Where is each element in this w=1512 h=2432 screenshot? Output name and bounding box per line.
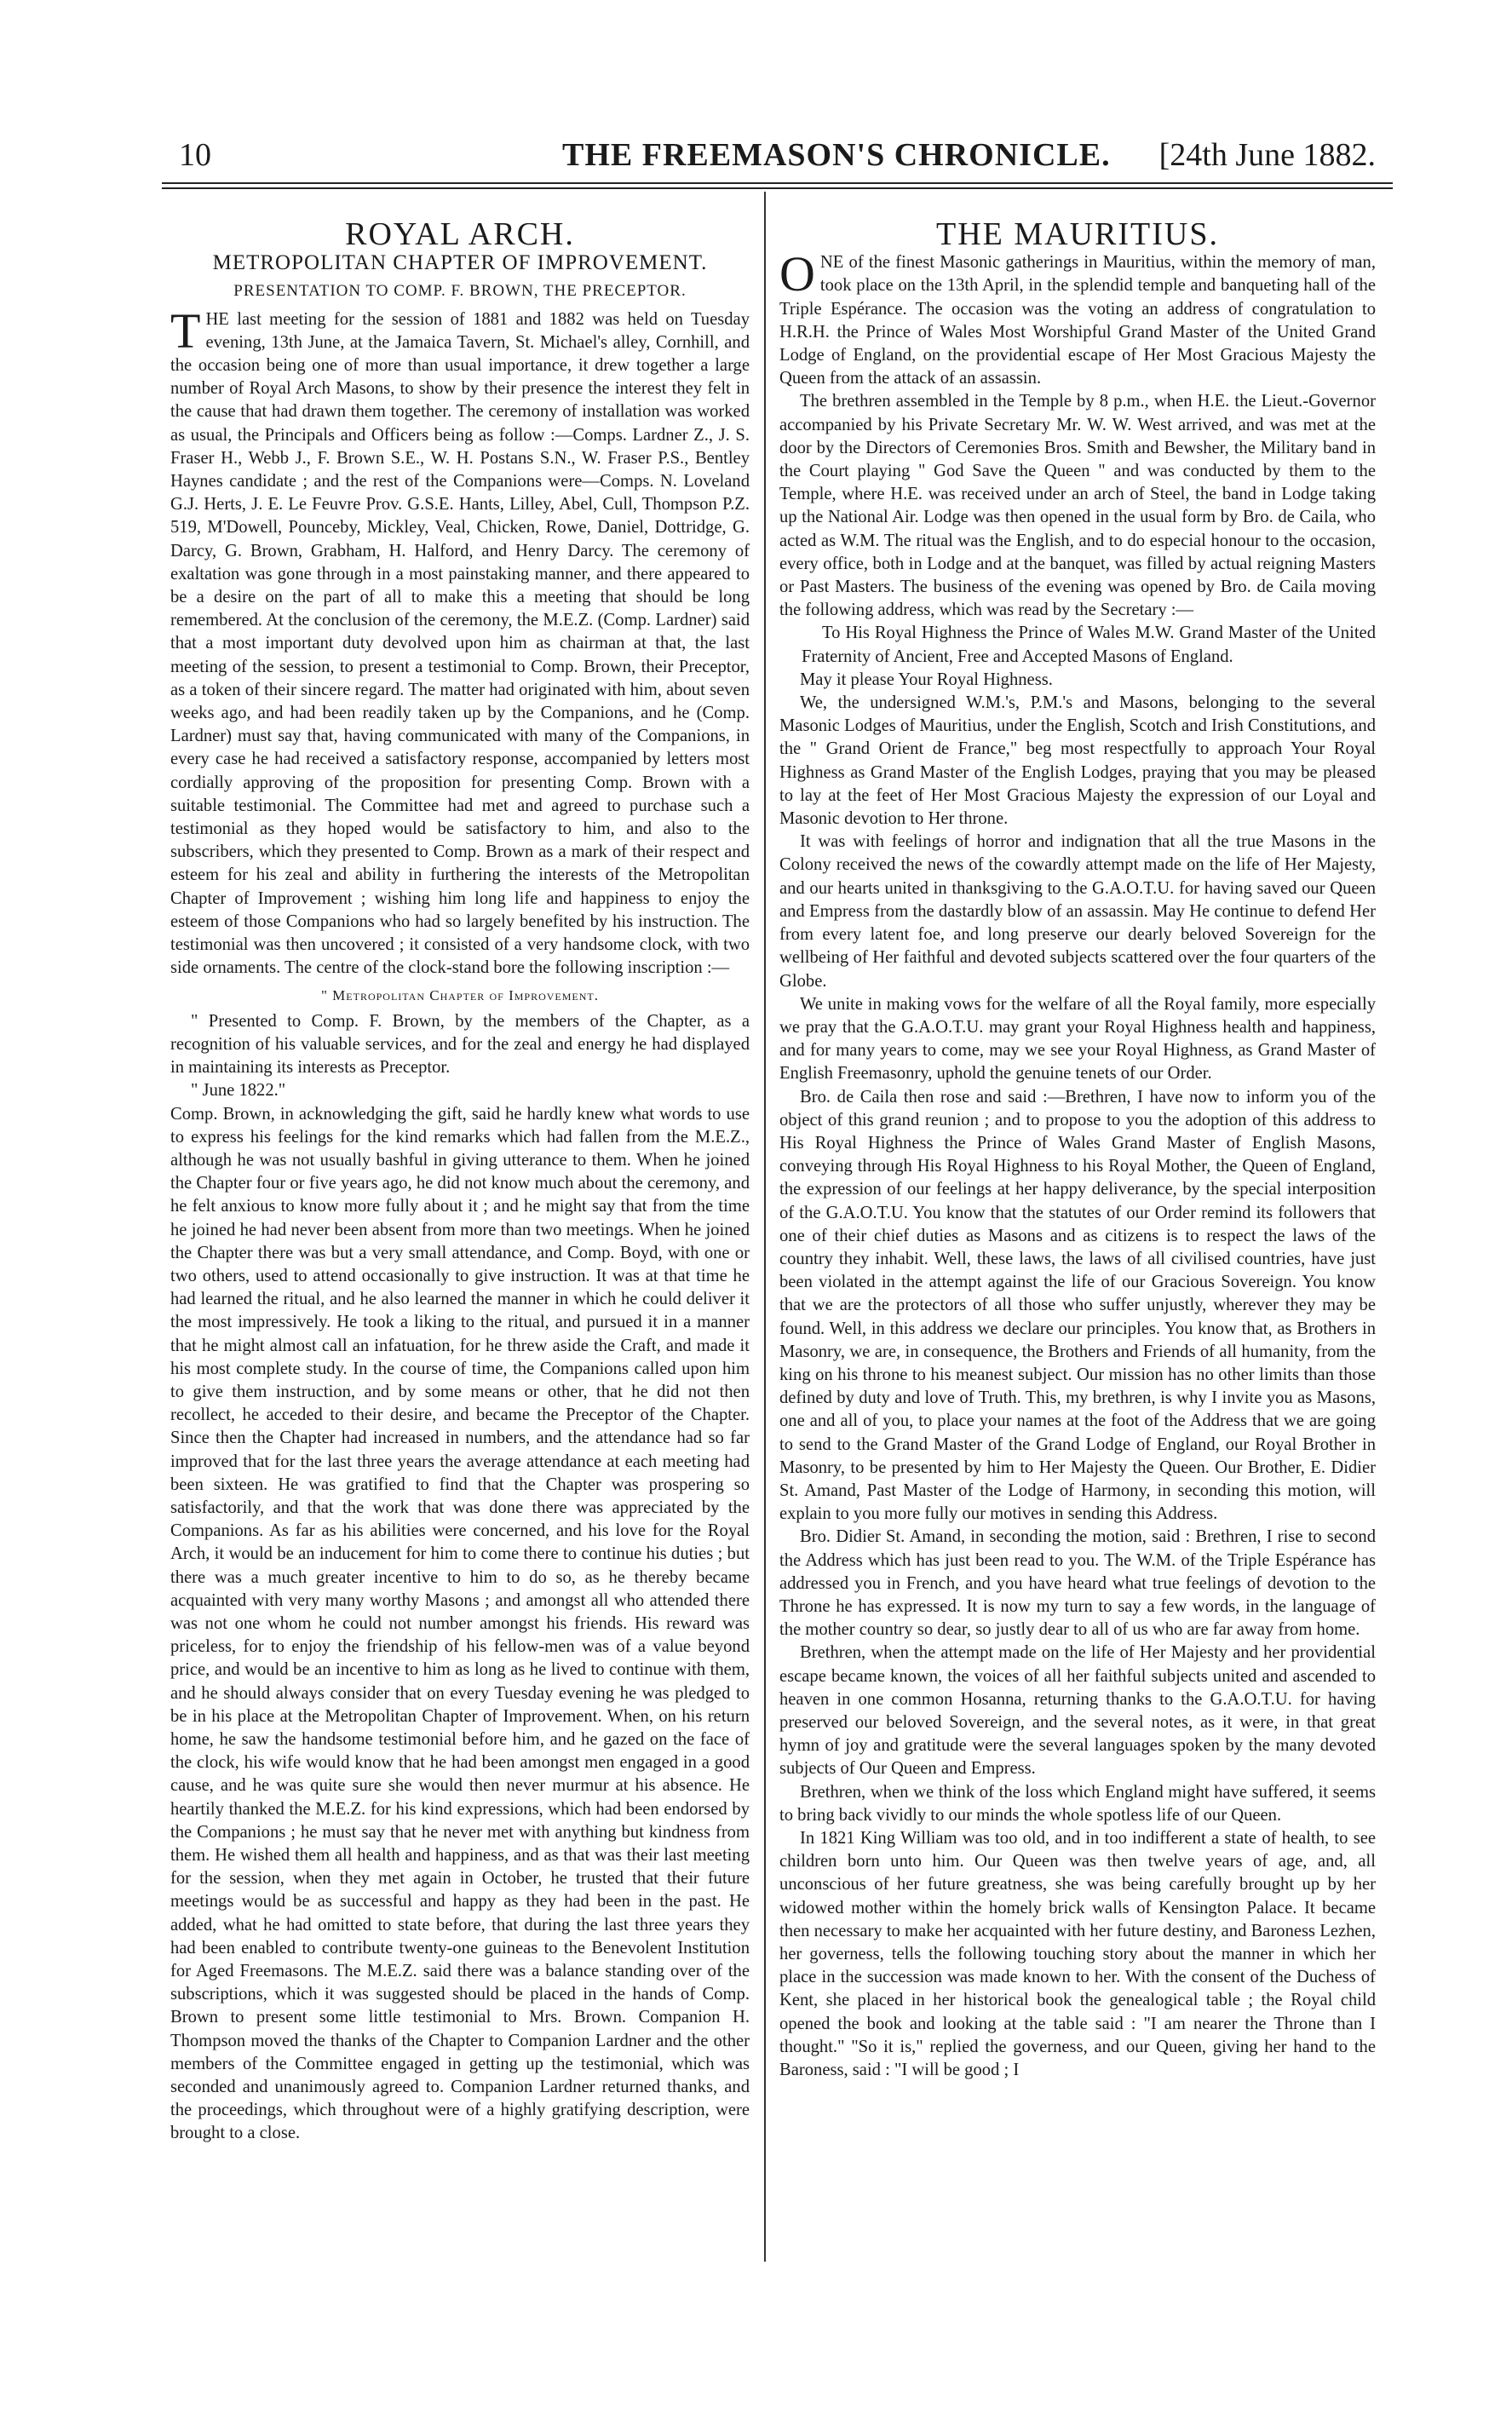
article-paragraph: In 1821 King William was too old, and in too indifferent a state of health, to see children born unto him. Our Queen was then twelve years of age, and, all unconscious of her future greatness, she was being carefully brought up by her widowed mother within the homely brick walls of Kensington Palace. It became then necessary to make her acquainted with her future destiny, and Baroness Lezhen, her governess, tells the following touching story about the manner in which her place in the succession was made known to her. With the consent of the Duchess of Kent, she placed in her historical book the genealogical table ; the Royal child opened the book and looking at the table said : "I am nearer the Throne than I thought." "So it is," replied the governess, and our Queen, giving her hand to the Baroness, said : "I will be good ; I — [779, 1829, 1376, 2080]
inscription-date: " June 1822." — [191, 1081, 286, 1101]
article-paragraph: The brethren assembled in the Temple by 8 p.m., when H.E. the Lieut.-Governor accompanied by his Private Secretary Mr. W. W. West arrived, and was met at the door by the Directors of Ceremonies Bros. Smith and Bewsher, the Military band in the Court playing " God Save the Queen " and was conducted by them to the Temple, where H.E. was received under an arch of Steel, the band in Lodge taking up the National Air. Lodge was then opened in the usual form by Bro. de Caila, who acted as W.M. The ritual was the English, and to do especial honour to the occasion, every office, both in Lodge and at the banquet, was filled by actual reigning Masters or Past Masters. The business of the evening was opened by Bro. de Caila moving the following address, which was read by the Secretary :— — [779, 392, 1376, 620]
header-rule-top — [162, 182, 1393, 184]
article-paragraph: We unite in making vows for the welfare of all the Royal family, more especially we pray that the G.A.O.T.U. may grant your Royal Highness health and happiness, and for many years to come, may we see your Royal Highness, as Grand Master of English Freemasonry, uphold the genuine tenets of our Order. — [779, 994, 1376, 1084]
inscription-title: " Metropolitan Chapter of Improvement. — [320, 986, 600, 1003]
drop-cap: O — [779, 246, 815, 302]
article-paragraph: Brethren, when we think of the loss which England might have suffered, it seems to bring back vividly to our minds the whole spotless life of our Queen. — [779, 1782, 1376, 1825]
mauritius-column — [779, 223, 1376, 2259]
article-subheading: METROPOLITAN CHAPTER OF IMPROVEMENT. — [212, 251, 708, 275]
article-subheading-secondary: PRESENTATION TO COMP. F. BROWN, THE PRECEPTOR. — [233, 282, 687, 301]
section-heading-mauritius: THE MAURITIUS. — [936, 223, 1219, 252]
drop-cap: T — [170, 302, 201, 359]
article-paragraph: Comp. Brown, in acknowledging the gift, said he hardly knew what words to use to express his feelings for the kind remarks which had fallen from the M.E.Z., although he was not usually bashful in giving utterance to them. When he joined the Chapter four or five years ago, he did not know much about the ceremony, and he felt anxious to know more fully about it ; and he might say that from the time he joined he had never been absent from more than two meetings. When he joined the Chapter there was but a very small attendance, and Comp. Boyd, with one or two others, used to attend occasionally to give instruction. It was at that time he had learned the ritual, and he also learned the manner in which he could deliver it the most impressively. He took a liking to the ritual, and pursued it in a manner that he might almost call an infatuation, for he threw aside the Craft, and made it his most complete study. In the course of time, the Companions called upon him to give them instruction, and by some means or other, that he did not then recollect, he acceded to their desire, and became the Preceptor of the Chapter. Since then the Chapter had increased in numbers, and the attendance had so far improved that for the last three years the average attendance at each meeting had been sixteen. He was gratified to find that the Chapter was prospering so satisfactorily, and that the work that was done there was appreciated by the Companions. As far as his abilities were concerned, and his love for the Royal Arch, it would be an inducement for him to come there to continue his duties ; but there was a much greater incentive to him to do so, as he thereby became acquainted with very many worthy Masons ; and amongst all who attended there was not one whom he could not number amongst his friends. His reward was priceless, for to enjoy the friendship of his fellow-men was of a value beyond price, and would be an incentive to him as long as he lived to continue with them, and he should always consider that on every Tuesday evening he was pledged to be in his place at the Metropolitan Chapter of Improvement. When, on his return home, he saw the handsome testimonial before him, and he gazed on the face of the clock, his wife would know that he had been amongst men engaged in a good cause, and he was quite sure she would then never murmur at his absence. He heartily thanked the M.E.Z. for his kind expressions, which had been endorsed by the Companions ; he must say that he never met with anything but kindness from them. He wished them all health and happiness, and as that was their last meeting for the session, when they met again in October, he trusted that their future meetings would be as successful and happy as they had been in the past. He added, what he had omitted to state before, that during the last three years they had been enabled to contribute twenty-one guineas to the Benevolent Institution for Aged Freemasons. The M.E.Z. said there was a balance standing over of the subscriptions, which it was suggested should be placed in the hands of Comp. Brown to present some little testimonial to Mrs. Brown. Companion H. Thompson moved the thanks of the Chapter to Companion Lardner and the other members of the Committee engaged in getting up the testimonial, which was seconded and unanimously agreed to. Companion Lardner returned thanks, and the proceedings, which throughout were of a highly gratifying description, were brought to a close. — [170, 1104, 750, 2143]
article-paragraph: Brethren, when the attempt made on the life of Her Majesty and her providential escape became known, the voices of all her faithful subjects united and ascended to heaven in one common Hosanna, returning thanks to the G.A.O.T.U. for having preserved our beloved Sovereign, and the several notes, as it were, in that great hymn of joy and gratitude were the several languages spoken by the many devoted subjects of Our Queen and Empress. — [779, 1643, 1376, 1779]
royal-arch-column — [170, 223, 750, 2259]
article-paragraph: ONE of the finest Masonic gatherings in Mauritius, within the memory of man, took place on the 13th April, in the splendid temple and banqueting hall of the Triple Espérance. The occasion was the voting an address of congratulation to H.R.H. the Prince of Wales Most Worshipful Grand Master of the United Grand Lodge of England, on the providential escape of Her Most Gracious Majesty the Queen from the attack of an assassin. — [779, 246, 1376, 388]
article-paragraph: May it please Your Royal Highness. — [800, 670, 1053, 689]
address-salutation: To His Royal Highness the Prince of Wales M.W. Grand Master of the United Fraternity of Ancient, Free and Accepted Masons of England. — [802, 624, 1376, 666]
article-paragraph: Bro. Didier St. Amand, in seconding the motion, said : Brethren, I rise to second the Address which has just been read to you. The W.M. of the Triple Espérance has addressed you in French, and you have heard what true feelings of devotion to the Throne he has expressed. It is now my turn to say a few words, in the language of the mother country so dear, so justly dear to all of us who are far away from home. — [779, 1527, 1376, 1640]
inscription-text: " Presented to Comp. F. Brown, by the members of the Chapter, as a recognition of his valuable services, and for the zeal and energy he had displayed in maintaining its interests as Preceptor. — [170, 1011, 750, 1078]
page-number: 10 — [179, 137, 211, 173]
article-paragraph: It was with feelings of horror and indignation that all the true Masons in the Colony received the news of the cowardly attempt made on the life of Her Majesty, and our hearts united in thanksgiving to the G.A.O.T.U. for having saved our Queen and Empress from the dastardly blow of an assassin. May He continue to defend Her from every latent foe, and long preserve our dearly beloved Sovereign for the wellbeing of Her faithful and devoted subjects scattered over the four quarters of the Globe. — [779, 832, 1376, 991]
article-paragraph: Bro. de Caila then rose and said :—Brethren, I have now to inform you of the object of this grand reunion ; and to propose to you the adoption of this address to His Royal Highness the Prince of Wales Grand Master of English Masons, conveying through His Royal Highness to his Royal Mother, the Queen of England, the expression of our feelings at her happy deliverance, by the special interposition of the G.A.O.T.U. You know that the statutes of our Order remind its followers that one of their chief duties as Masons and as citizens is to respect the laws of the country they inhabit. Well, these laws, the laws of all civilised countries, have just been violated in the attempt against the life of our Gracious Sovereign. You know that we are the protectors of all those who suffer unjustly, wherever they may be found. Well, in this address we declare our principles. You know that, as Brothers in Masonry, we are, in consequence, the Brothers and Friends of all humanity, from the king on his throne to his meanest subject. Our mission has no other limits than those defined by duty and love of Truth. This, my brethren, is why I invite you as Masons, one and all of you, to place your names at the foot of the Address that we are going to send to the Grand Master of the Grand Lodge of England, our Royal Brother in Masonry, to be presented by him to Her Majesty the Queen. Our Brother, E. Didier St. Amand, Past Master of the Lodge of Harmony, in seconding this motion, will explain to you more fully our motives in sending this Address. — [779, 1087, 1376, 1524]
column-divider — [764, 192, 766, 2262]
article-paragraph: We, the undersigned W.M.'s, P.M.'s and Masons, belonging to the several Masonic Lodges of Mauritius, under the English, Scotch and Irish Constitutions, and the " Grand Orient de France," beg most respectfully to approach Your Royal Highness as Grand Master of the English Lodges, praying that you may be pleased to lay at the feet of Her Most Gracious Majesty the expression of our Loyal and Masonic devotion to Her throne. — [779, 693, 1376, 829]
article-paragraph: THE last meeting for the session of 1881 and 1882 was held on Tuesday evening, 13th June, at the Jamaica Tavern, St. Michael's alley, Cornhill, and the occasion being one of more than usual importance, it drew together a large number of Royal Arch Masons, to show by their presence the interest they felt in the cause that had drawn them together. The ceremony of installation was worked as usual, the Principals and Officers being as follow :—Comps. Lardner Z., J. S. Fraser H., Webb J., F. Brown S.E., W. H. Postans S.N., W. Fraser P.S., Bentley Haynes candidate ; and the rest of the Companions were—Comps. N. Loveland G.J. Herts, J. E. Le Feuvre Prov. G.S.E. Hants, Lilley, Abel, Cull, Thompson P.Z. 519, M'Dowell, Pounceby, Mickley, Veal, Chicken, Rowe, Daniel, Dottridge, G. Darcy, G. Brown, Grabham, H. Halford, and Henry Darcy. The ceremony of exaltation was gone through in a most painstaking manner, and there appeared to be a desire on the part of all to make this a meeting that should be long remembered. At the conclusion of the ceremony, the M.E.Z. (Comp. Lardner) said that a most important duty devolved upon him as chairman at that, the last meeting of the session, to present a testimonial to Comp. Brown, their Preceptor, as a token of their sincere regard. The matter had originated with him, about seven weeks ago, and had been readily taken up by the Companions, and he (Comp. Lardner) must say that, having communicated with many of the Companions, in every case he had received a satisfactory response, accompanied by letters most cordially approving of the proposition for presenting Comp. Brown with a suitable testimonial. The Committee had met and agreed to purchase such a testimonial as they hoped would be satisfactory to him, and also to the subscribers, which they presented to Comp. Brown as a mark of their respect and esteem for his zeal and ability in furthering the interests of the Metropolitan Chapter of Improvement ; wishing him long life and happiness to enjoy the esteem of those Companions who had so largely benefited by his instruction. The testimonial was then uncovered ; it consisted of a very handsome clock, with two side ornaments. The centre of the clock-stand bore the following inscription :— — [170, 302, 750, 978]
section-heading-royal-arch: ROYAL ARCH. — [345, 223, 575, 252]
publication-title: THE FREEMASON'S CHRONICLE. — [562, 137, 1111, 173]
issue-date: [24th June 1882. — [1158, 137, 1376, 173]
header-rule-bottom — [162, 187, 1393, 189]
